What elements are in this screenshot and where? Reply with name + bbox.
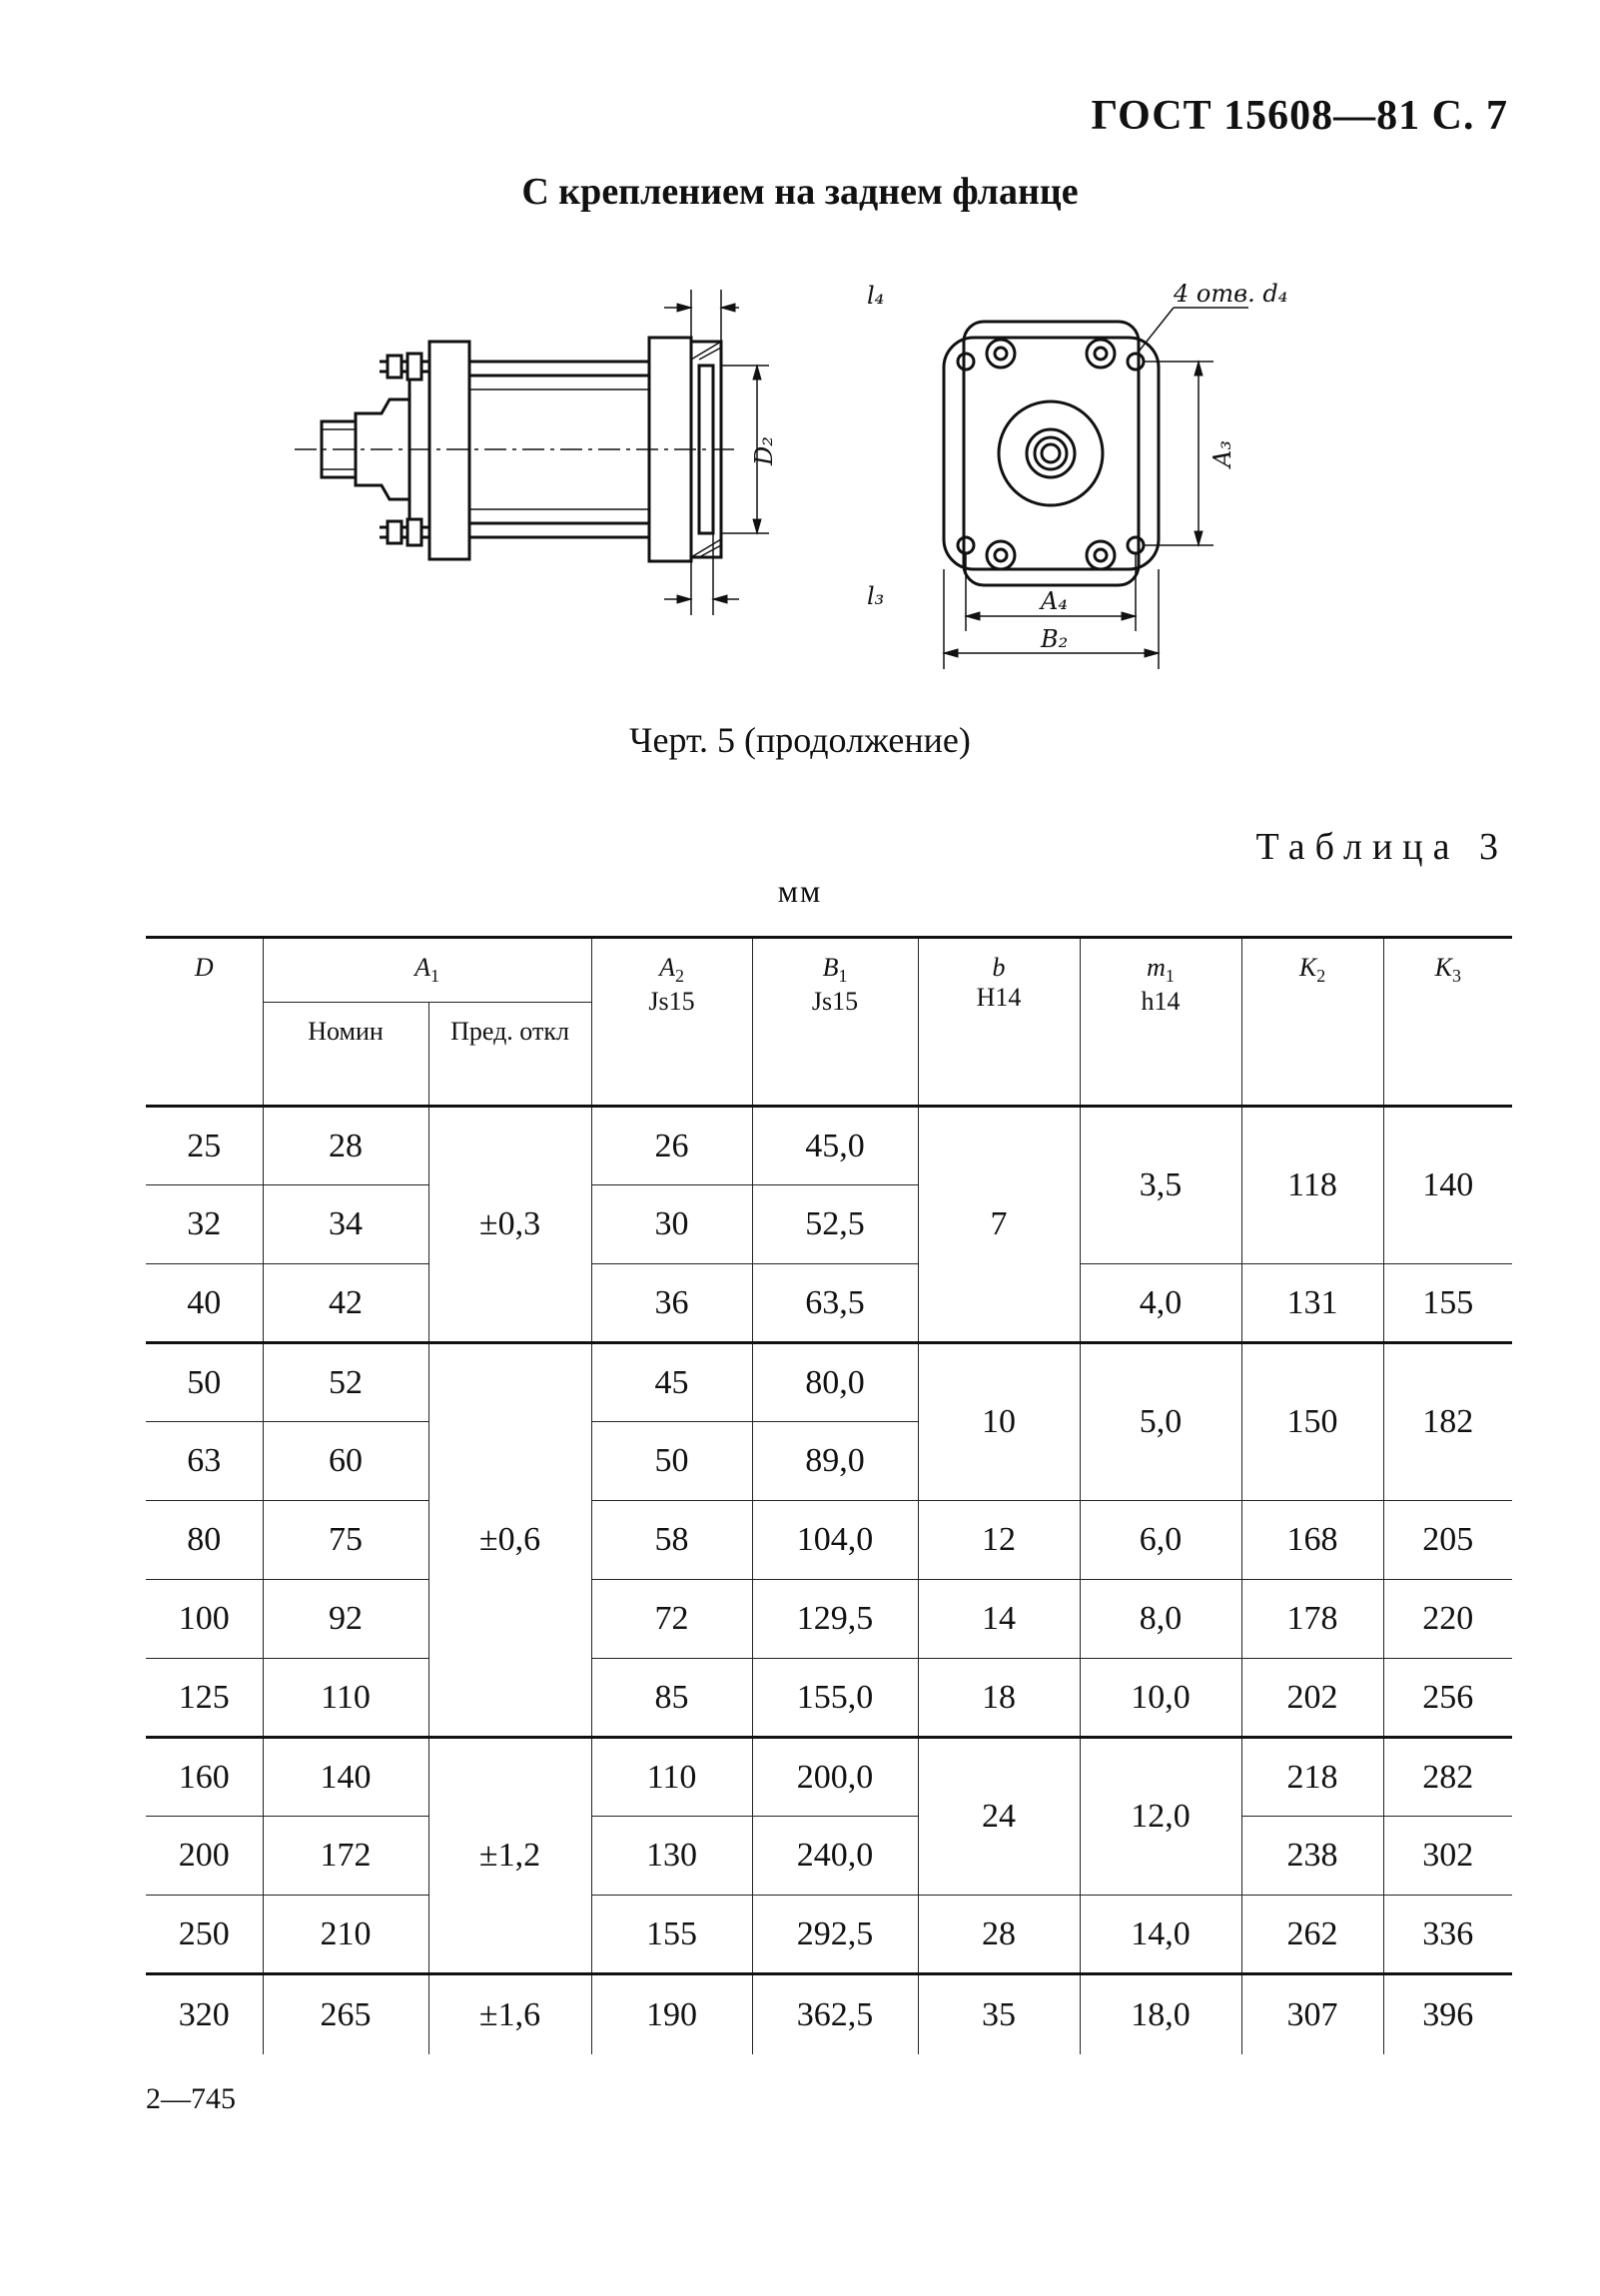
header-k2: $K_2$ xyxy=(1241,938,1383,1107)
header-a1-nominal: Номин xyxy=(263,1003,428,1107)
table-row: 25 28 ±0,3 26 45,0 7 3,5 118 140 xyxy=(146,1107,1512,1185)
header-b1: $B_1$ Js15 xyxy=(752,938,918,1107)
label-a4: A₄ xyxy=(1041,587,1068,615)
label-b2: B₂ xyxy=(1041,625,1069,653)
header-k3: $K_3$ xyxy=(1383,938,1512,1107)
table-row: 63 60 50 89,0 xyxy=(146,1422,1512,1501)
cylinder-side-view xyxy=(295,290,769,615)
technical-drawing xyxy=(270,280,1288,679)
table-row: 50 52 ±0,6 45 80,0 10 5,0 150 182 xyxy=(146,1343,1512,1422)
page-footer-code: 2—745 xyxy=(146,2082,236,2115)
header-a1-deviation: Пред. откл xyxy=(428,1003,591,1107)
label-a3: A₃ xyxy=(1208,440,1236,467)
drawing-caption: Черт. 5 (продолжение) xyxy=(629,720,971,760)
header-b: b H14 xyxy=(918,938,1080,1107)
table-row: 32 34 30 52,5 xyxy=(146,1185,1512,1264)
label-holes: 4 отв. d₄ xyxy=(1174,280,1288,308)
table-row: 160 140 ±1,2 110 200,0 24 12,0 218 282 xyxy=(146,1738,1512,1817)
bolt-holes xyxy=(958,340,1144,569)
header-m1: $m_1$ h14 xyxy=(1080,938,1241,1107)
table-row: 125 110 85 155,0 18 10,0 202 256 xyxy=(146,1659,1512,1738)
section-title: С креплением на заднем фланце xyxy=(521,171,1079,213)
header-d: D xyxy=(146,938,263,1107)
table-row: 80 75 58 104,0 12 6,0 168 205 xyxy=(146,1501,1512,1580)
table-row: 250 210 155 292,5 28 14,0 262 336 xyxy=(146,1896,1512,1974)
table-row: 200 172 130 240,0 238 302 xyxy=(146,1817,1512,1896)
flange-front-view xyxy=(944,308,1248,669)
label-l4: l₄ xyxy=(867,282,885,310)
unit-label: мм xyxy=(777,873,823,909)
table-row: 100 92 72 129,5 14 8,0 178 220 xyxy=(146,1580,1512,1659)
table-title: Таблица 3 xyxy=(1255,826,1508,868)
table-row: 320 265 ±1,6 190 362,5 35 18,0 307 396 xyxy=(146,1974,1512,2055)
header-a2: $A_2$ Js15 xyxy=(591,938,752,1107)
table-row: 40 42 36 63,5 4,0 131 155 xyxy=(146,1264,1512,1343)
spec-table xyxy=(146,936,1512,2054)
label-d2: D₂ xyxy=(750,436,778,465)
header-a1: $A_1$ xyxy=(263,938,591,1003)
document-number: ГОСТ 15608—81 С. 7 xyxy=(1091,93,1508,139)
label-l3: l₃ xyxy=(867,582,885,610)
